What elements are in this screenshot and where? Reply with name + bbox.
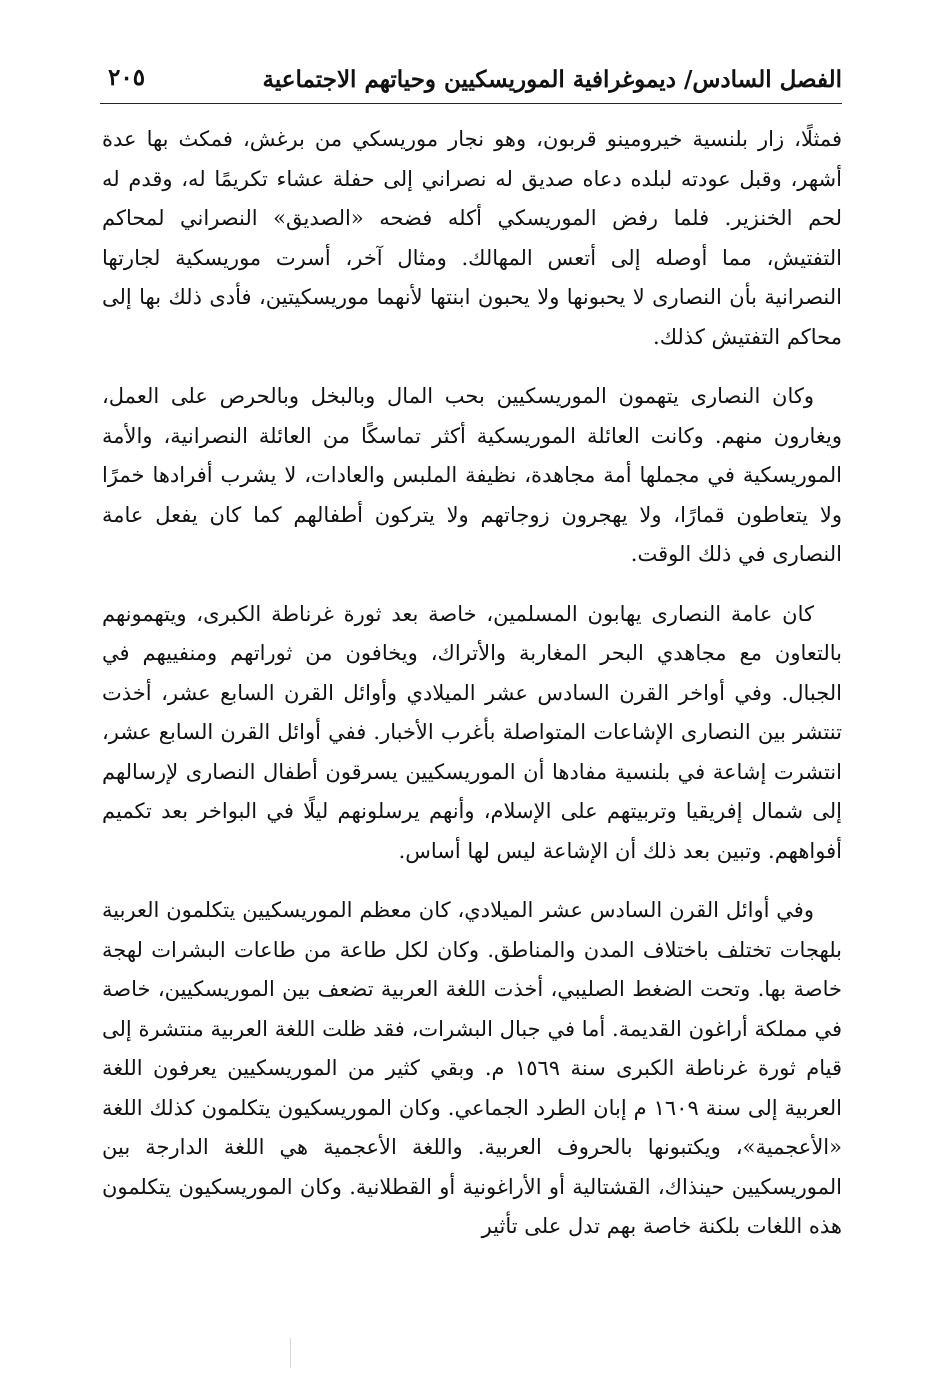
page-number: ٢٠٥ [108, 64, 146, 91]
paragraph-1: فمثلًا، زار بلنسية خيرومينو قربون، وهو نجار موريسكي من برغش، فمكث بها عدة أشهر، وقبل عودته لبلده دعاه صديق له نصراني إلى حفلة عشاء تكريمًا له، وقدم له لحم الخنزير. فلما رفض الموريسكي أكله فضحه «الصديق» النصراني لمحاكم التفتيش، مما أوصله إلى أتعس المهالك. ومثال آخر، أسرت موريسكية لجارتها النصرانية بأن النصارى لا يحبونها ولا يحبون ابنتها لأنهما موريسكيتين، فأدى ذلك بها إلى محاكم التفتيش كذلك. [102, 127, 842, 349]
paragraph-2: وكان النصارى يتهمون الموريسكيين بحب المال وبالبخل وبالحرص على العمل، ويغارون منهم. وكانت العائلة الموريسكية أكثر تماسكًا من العائلة النصرانية، والأمة الموريسكية في مجملها أمة مجاهدة، نظيفة الملبس والعادات، لا يشرب أفرادها خمرًا ولا يتعاطون قمارًا، ولا يهجرون زوجاتهم ولا يتركون أطفالهم كما كان يفعل عامة النصارى في ذلك الوقت. [102, 384, 842, 566]
body-text [102, 120, 842, 1267]
header-rule [100, 103, 842, 104]
running-header [100, 60, 842, 104]
chapter-title: الفصل السادس/ ديموغرافية الموريسكيين وحياتهم الاجتماعية [262, 66, 842, 93]
paragraph-3: كان عامة النصارى يهابون المسلمين، خاصة بعد ثورة غرناطة الكبرى، ويتهمونهم بالتعاون مع مجاهدي البحر المغاربة والأتراك، ويخافون من ثوراتهم ومنفييهم في الجبال. وفي أواخر القرن السادس عشر الميلادي وأوائل القرن السابع عشر، أخذت تنتشر بين النصارى الإشاعات المتواصلة بأغرب الأخبار. ففي أوائل القرن السابع عشر، انتشرت إشاعة في بلنسية مفادها أن الموريسكيين يسرقون أطفال النصارى لإرسالهم إلى شمال إفريقيا وتربيتهم على الإسلام، وأنهم يرسلونهم ليلًا في البواخر بعد تكميم أفواههم. وتبين بعد ذلك أن الإشاعة ليس لها أساس. [102, 601, 842, 863]
scan-fold-mark [290, 1338, 292, 1368]
paragraph-4: وفي أوائل القرن السادس عشر الميلادي، كان معظم الموريسكيين يتكلمون العربية بلهجات تختلف باختلاف المدن والمناطق. وكان لكل طاعة من طاعات البشرات لهجة خاصة بها. وتحت الضغط الصليبي، أخذت اللغة العربية تضعف بين الموريسكيين، خاصة في مملكة أراغون القديمة. أما في جبال البشرات، فقد ظلت اللغة العربية منتشرة إلى قيام ثورة غرناطة الكبرى سنة ١٥٦٩ م. وبقي كثير من الموريسكيين يعرفون اللغة العربية إلى سنة ١٦٠٩ م إبان الطرد الجماعي. وكان الموريسكيون يتكلمون كذلك اللغة «الأعجمية»، ويكتبونها بالحروف العربية. واللغة الأعجمية هي اللغة الدارجة بين الموريسكيين حينذاك، القشتالية أو الأراغونية أو القطلانية. وكان الموريسكيون يتكلمون هذه اللغات بلكنة خاصة بهم تدل على تأثير [102, 898, 843, 1238]
